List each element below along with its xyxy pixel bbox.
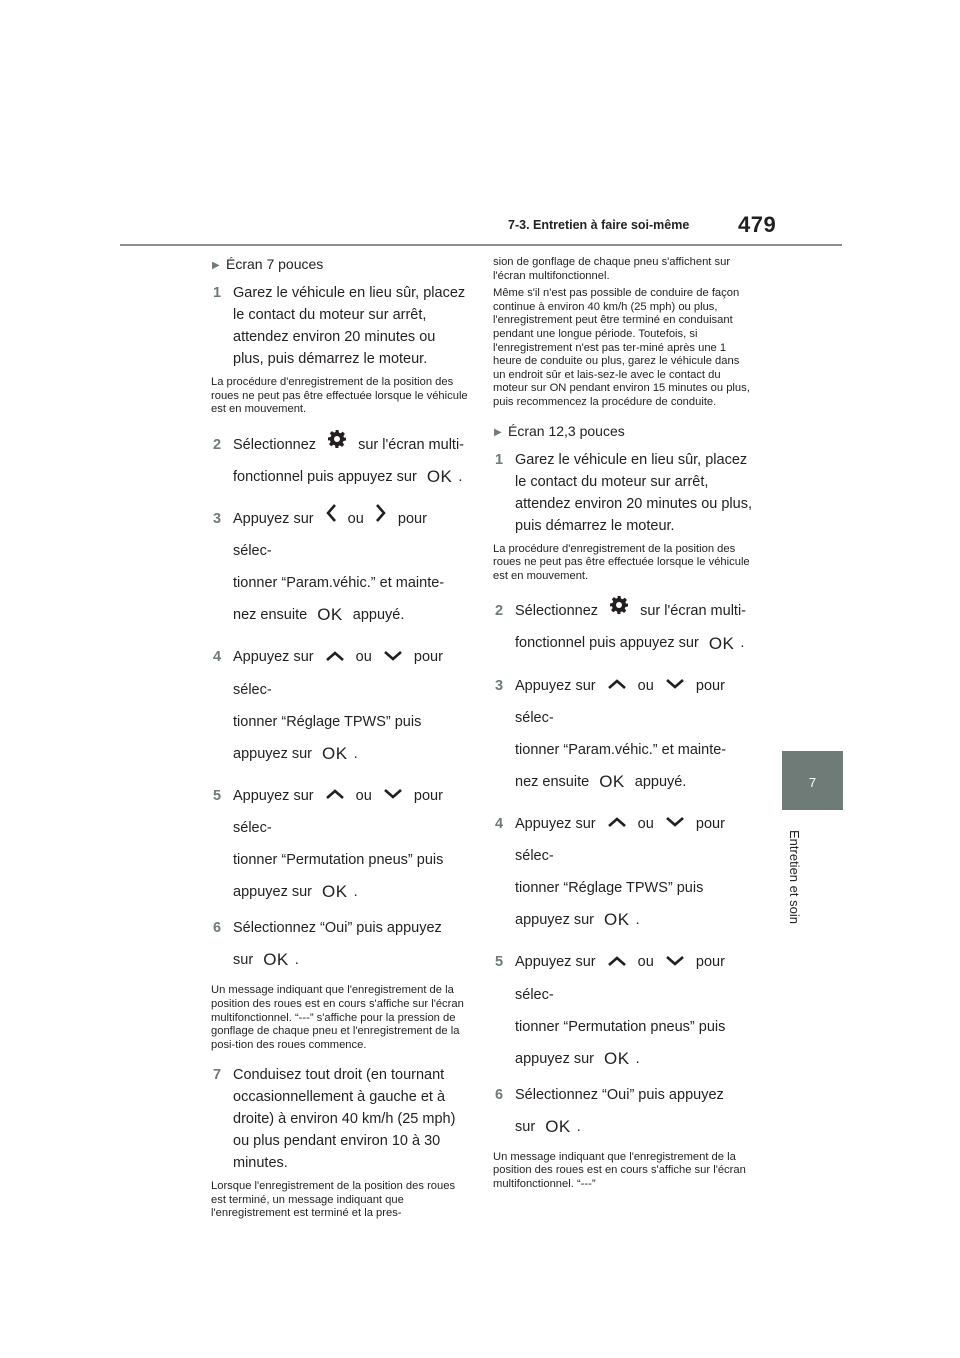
step-6	[211, 912, 469, 976]
step-text: nez ensuite	[233, 607, 308, 624]
chevron-right-icon	[375, 503, 387, 535]
section-heading	[493, 422, 753, 440]
or-text: ou	[355, 787, 372, 804]
or-text: ou	[637, 677, 654, 694]
ok-icon: OK	[426, 467, 453, 487]
chevron-down-icon	[665, 808, 685, 840]
step-text: tionner “Param.véhic.” et mainte-	[515, 741, 727, 758]
step-number: 2	[213, 436, 222, 453]
step-7	[211, 1064, 469, 1174]
step-text: .	[740, 635, 745, 652]
ok-icon: OK	[604, 910, 630, 930]
paragraph: Même s'il n'est pas possible de conduire de façon continue à environ 40 km/h (25 mph) ou plus, l'enregistrement peut être terminé en conduisant pendant une longue période. Toutefois, si l'enregistrement n'est pas ter-miné après une 1 heure de conduite ou plus, garez le véhicule dans un endroit sûr et lais-sez-le avec le contact du moteur sur ON pendant environ 15 minutes ou plus, puis recommencez la procédure de conduite.	[493, 287, 750, 408]
step-text: fonctionnel puis appuyez sur	[233, 468, 417, 485]
step-note: La procédure d'enregistrement de la position des roues ne peut pas être effectuée lorsque le véhicule est en mouvement.	[493, 542, 750, 582]
ok-icon: OK	[545, 1116, 571, 1136]
step-text: appuyé.	[634, 773, 687, 790]
step-3	[493, 670, 753, 798]
chapter-tab	[782, 751, 843, 810]
left-column	[211, 252, 469, 1233]
step-number: 6	[213, 920, 222, 937]
ok-icon: OK	[708, 633, 735, 653]
step-text: .	[353, 883, 358, 900]
or-text: ou	[355, 649, 372, 666]
step-text: Conduisez tout droit (en tournant occasionnellement à gauche et à droite) à environ 40 km/h (25 mph) ou plus pendant environ 10 à 30 minutes.	[233, 1067, 456, 1172]
step-number: 4	[495, 816, 504, 832]
step-text: sur l'écran multi-	[640, 603, 746, 620]
step-text: Sélectionnez “Oui” puis appuyez	[515, 1086, 724, 1103]
gear-icon	[327, 429, 347, 461]
step-text: Appuyez sur	[233, 511, 314, 528]
step-number: 5	[213, 787, 222, 804]
or-text: ou	[637, 954, 654, 971]
step-text: Appuyez sur	[233, 787, 314, 804]
step-number: 3	[495, 677, 504, 694]
chevron-up-icon	[607, 947, 627, 979]
step-text: .	[635, 1050, 640, 1067]
step-5	[493, 946, 753, 1074]
step-text: .	[458, 468, 463, 485]
step-text: sur	[233, 952, 254, 969]
gear-icon	[609, 595, 629, 627]
step-text: Garez le véhicule en lieu sûr, placez le contact du moteur sur arrêt, attendez environ 20 minutes ou plus, puis démarrez le moteur.	[515, 451, 752, 534]
chevron-up-icon	[325, 780, 345, 812]
step-6	[493, 1079, 753, 1143]
or-text: ou	[347, 511, 364, 528]
step-text: pour sélec-	[233, 511, 427, 560]
step-number: 5	[495, 954, 504, 971]
step-text: Appuyez sur	[233, 649, 314, 666]
step-1	[211, 282, 469, 370]
step-number: 3	[213, 511, 222, 528]
step-text: appuyez sur	[233, 745, 312, 762]
step-text: appuyez sur	[515, 1050, 594, 1067]
chevron-up-icon	[607, 808, 627, 840]
step-text: sur	[515, 1118, 536, 1135]
chevron-down-icon	[665, 947, 685, 979]
step-4	[211, 641, 469, 769]
chevron-up-icon	[607, 670, 627, 702]
ok-icon: OK	[322, 743, 348, 763]
step-4	[493, 808, 753, 936]
step-text: .	[294, 952, 299, 969]
step-text: .	[576, 1118, 581, 1135]
step-1	[493, 449, 753, 537]
right-column	[493, 252, 753, 1204]
step-text: fonctionnel puis appuyez sur	[515, 635, 699, 652]
step-text: pour sélec-	[515, 816, 725, 865]
step-text: tionner “Param.véhic.” et mainte-	[233, 575, 445, 592]
step-number: 2	[495, 603, 504, 620]
chevron-left-icon	[325, 503, 337, 535]
step-text: Sélectionnez	[515, 603, 599, 620]
step-text: tionner “Réglage TPWS” puis	[233, 713, 422, 730]
chevron-down-icon	[665, 670, 685, 702]
chapter-label: Entretien et soin	[787, 830, 802, 924]
step-text: tionner “Réglage TPWS” puis	[515, 880, 704, 897]
step-text: tionner “Permutation pneus” puis	[515, 1018, 726, 1035]
chapter-number: 7	[808, 775, 817, 790]
step-note: Un message indiquant que l'enregistrement de la position des roues est en cours s'affiche sur l'écran multifonctionnel. “---” s'affiche pour la pression de gonflage de chaque pneu et l'enregistrement de la posi-tion des roues commence.	[211, 984, 464, 1051]
ok-icon: OK	[599, 772, 625, 791]
step-number: 1	[213, 285, 222, 301]
step-text: appuyez sur	[233, 883, 312, 900]
step-text: Garez le véhicule en lieu sûr, placez le contact du moteur sur arrêt, attendez environ 20 minutes ou plus, puis démarrez le moteur.	[233, 285, 466, 367]
step-2	[211, 429, 469, 493]
step-text: Appuyez sur	[515, 954, 596, 971]
step-text: appuyé.	[352, 607, 405, 624]
step-text: pour sélec-	[233, 787, 443, 836]
step-text: pour sélec-	[515, 677, 725, 726]
step-number: 4	[213, 649, 222, 666]
page-number: 479	[738, 212, 777, 237]
step-3	[211, 503, 469, 631]
triangle-bullet-icon: ▶	[212, 260, 220, 271]
step-text: .	[635, 912, 640, 929]
step-text: Sélectionnez “Oui” puis appuyez	[233, 920, 442, 937]
header-rule	[120, 244, 842, 246]
step-text: tionner “Permutation pneus” puis	[233, 851, 444, 868]
ok-icon: OK	[263, 950, 289, 970]
step-text: Sélectionnez	[233, 436, 317, 453]
ok-icon: OK	[317, 605, 343, 625]
step-5	[211, 780, 469, 908]
triangle-bullet-icon: ▶	[494, 426, 502, 438]
step-text: appuyez sur	[515, 912, 594, 929]
heading-text: Écran 12,3 pouces	[508, 422, 625, 439]
step-note: Un message indiquant que l'enregistrement de la position des roues est en cours s'affiche sur l'écran multifonctionnel. “---”	[493, 1150, 746, 1191]
step-number: 1	[495, 451, 504, 468]
step-text: Appuyez sur	[515, 816, 596, 832]
step-text: nez ensuite	[515, 773, 590, 790]
step-note: La procédure d'enregistrement de la position des roues ne peut pas être effectuée lorsque le véhicule est en mouvement.	[211, 376, 468, 416]
section-title: 7-3. Entretien à faire soi-même	[508, 218, 690, 232]
section-heading	[211, 255, 469, 273]
chevron-down-icon	[383, 642, 403, 674]
or-text: ou	[637, 816, 654, 832]
step-2	[493, 595, 753, 659]
step-text: .	[353, 745, 358, 762]
chevron-up-icon	[325, 642, 345, 674]
chevron-down-icon	[383, 780, 403, 812]
step-text: pour sélec-	[515, 954, 725, 1003]
heading-text: Écran 7 pouces	[226, 256, 324, 272]
step-number: 6	[495, 1086, 504, 1103]
step-text: Appuyez sur	[515, 677, 596, 694]
ok-icon: OK	[604, 1048, 630, 1068]
continued-note: sion de gonflage de chaque pneu s'affichent sur l'écran multifonctionnel.	[493, 256, 731, 282]
step-text: sur l'écran multi-	[358, 436, 464, 453]
ok-icon: OK	[322, 882, 348, 902]
step-note: Lorsque l'enregistrement de la position des roues est terminé, un message indiquant que l'enregistrement est terminé et la pres-	[211, 1180, 456, 1220]
step-text: pour sélec-	[233, 649, 443, 698]
step-number: 7	[213, 1067, 222, 1084]
